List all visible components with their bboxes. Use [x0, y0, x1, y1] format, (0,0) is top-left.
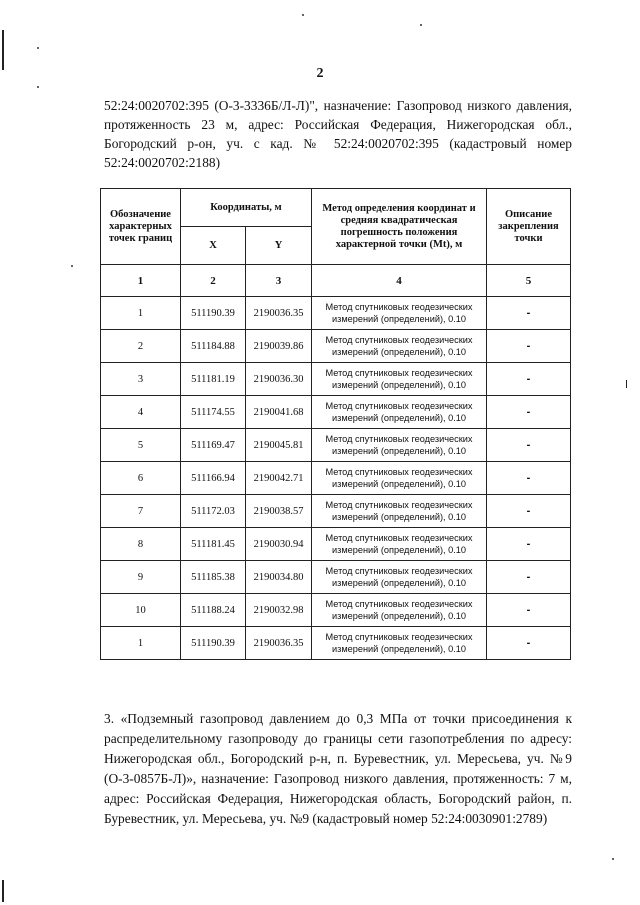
scan-speck [71, 265, 73, 267]
point-number-cell: 1 [101, 297, 181, 330]
page-number: 2 [316, 66, 324, 81]
table-row [101, 627, 571, 660]
table-row [101, 297, 571, 330]
method-cell: Метод спутниковых геодезических измерений (определений), 0.10 [312, 297, 487, 330]
header-description: Описание закрепления точки [487, 189, 571, 265]
x-coordinate-cell: 511166.94 [181, 462, 246, 495]
intro-paragraph: 52:24:0020702:395 (О-3-3336Б/Л-Л)", назначение: Газопровод низкого давления, протяженность 23 м, адрес: Российская Федерация, Нижегородская обл., Богородский р-он, уч. с кад. № 52:24:0020702:395 (кадастровый номер 52:24:0020702:2188) [104, 98, 572, 170]
x-coordinate-cell: 511185.38 [181, 561, 246, 594]
description-cell: - [487, 330, 571, 363]
x-coordinate-cell: 511190.39 [181, 627, 246, 660]
x-coordinate-cell: 511190.39 [181, 297, 246, 330]
y-coordinate-cell: 2190042.71 [246, 462, 312, 495]
y-coordinate-cell: 2190034.80 [246, 561, 312, 594]
coordinates-table [100, 188, 571, 660]
table-row [101, 462, 571, 495]
column-number: 5 [487, 265, 571, 297]
column-number: 1 [101, 265, 181, 297]
point-number-cell: 3 [101, 363, 181, 396]
scan-edge-mark [626, 380, 627, 388]
section-3-paragraph: 3. «Подземный газопровод давлением до 0,3 МПа от точки присоединения к распределительному газопроводу до границы сети газопотребления по адресу: Нижегородская обл., Богородский р-н, п. Буревестник, ул. Мересьева, уч. №9 (О-3-0857Б-Л)», назначение: Газопровод низкого давления, протяженность: 7 м, адрес: Российская Федерация, Нижегородская область, Богородский район, п. Буревестник, ул. Мересьева, уч. №9 (кадастровый номер 52:24:0030901:2789) [104, 711, 572, 826]
method-cell: Метод спутниковых геодезических измерений (определений), 0.10 [312, 330, 487, 363]
scan-edge-mark [2, 30, 4, 70]
point-number-cell: 6 [101, 462, 181, 495]
y-coordinate-cell: 2190030.94 [246, 528, 312, 561]
table-row [101, 429, 571, 462]
table-row [101, 330, 571, 363]
description-cell: - [487, 297, 571, 330]
point-number-cell: 4 [101, 396, 181, 429]
method-cell: Метод спутниковых геодезических измерений (определений), 0.10 [312, 594, 487, 627]
header-method: Метод определения координат и средняя квадратическая погрешность положения характерной точки (Mt), м [312, 189, 487, 265]
method-cell: Метод спутниковых геодезических измерений (определений), 0.10 [312, 561, 487, 594]
header-designation: Обозначение характерных точек границ [101, 189, 181, 265]
scan-speck [37, 86, 39, 88]
description-cell: - [487, 495, 571, 528]
y-coordinate-cell: 2190039.86 [246, 330, 312, 363]
point-number-cell: 8 [101, 528, 181, 561]
table-row [101, 561, 571, 594]
x-coordinate-cell: 511181.45 [181, 528, 246, 561]
description-cell: - [487, 594, 571, 627]
description-cell: - [487, 363, 571, 396]
scan-edge-mark [2, 880, 4, 902]
header-coordinates: Координаты, м [181, 189, 312, 227]
point-number-cell: 7 [101, 495, 181, 528]
method-cell: Метод спутниковых геодезических измерений (определений), 0.10 [312, 495, 487, 528]
point-number-cell: 1 [101, 627, 181, 660]
table-row [101, 495, 571, 528]
y-coordinate-cell: 2190036.30 [246, 363, 312, 396]
point-number-cell: 2 [101, 330, 181, 363]
y-coordinate-cell: 2190045.81 [246, 429, 312, 462]
x-coordinate-cell: 511174.55 [181, 396, 246, 429]
description-cell: - [487, 429, 571, 462]
table-row [101, 363, 571, 396]
method-cell: Метод спутниковых геодезических измерений (определений), 0.10 [312, 528, 487, 561]
scan-speck [612, 858, 614, 860]
column-number: 4 [312, 265, 487, 297]
method-cell: Метод спутниковых геодезических измерений (определений), 0.10 [312, 396, 487, 429]
description-cell: - [487, 528, 571, 561]
point-number-cell: 9 [101, 561, 181, 594]
description-cell: - [487, 627, 571, 660]
description-cell: - [487, 462, 571, 495]
y-coordinate-cell: 2190038.57 [246, 495, 312, 528]
table-row [101, 396, 571, 429]
point-number-cell: 10 [101, 594, 181, 627]
y-coordinate-cell: 2190036.35 [246, 627, 312, 660]
y-coordinate-cell: 2190041.68 [246, 396, 312, 429]
x-coordinate-cell: 511188.24 [181, 594, 246, 627]
y-coordinate-cell: 2190036.35 [246, 297, 312, 330]
scan-speck [37, 47, 39, 49]
header-y: Y [246, 227, 312, 265]
x-coordinate-cell: 511169.47 [181, 429, 246, 462]
header-x: X [181, 227, 246, 265]
x-coordinate-cell: 511172.03 [181, 495, 246, 528]
y-coordinate-cell: 2190032.98 [246, 594, 312, 627]
description-cell: - [487, 396, 571, 429]
column-number: 3 [246, 265, 312, 297]
x-coordinate-cell: 511184.88 [181, 330, 246, 363]
table-row [101, 528, 571, 561]
method-cell: Метод спутниковых геодезических измерений (определений), 0.10 [312, 627, 487, 660]
column-number: 2 [181, 265, 246, 297]
description-cell: - [487, 561, 571, 594]
scan-speck [302, 14, 304, 16]
method-cell: Метод спутниковых геодезических измерений (определений), 0.10 [312, 429, 487, 462]
scan-speck [420, 24, 422, 26]
method-cell: Метод спутниковых геодезических измерений (определений), 0.10 [312, 363, 487, 396]
table-body [101, 297, 571, 660]
point-number-cell: 5 [101, 429, 181, 462]
x-coordinate-cell: 511181.19 [181, 363, 246, 396]
method-cell: Метод спутниковых геодезических измерений (определений), 0.10 [312, 462, 487, 495]
table-row [101, 594, 571, 627]
